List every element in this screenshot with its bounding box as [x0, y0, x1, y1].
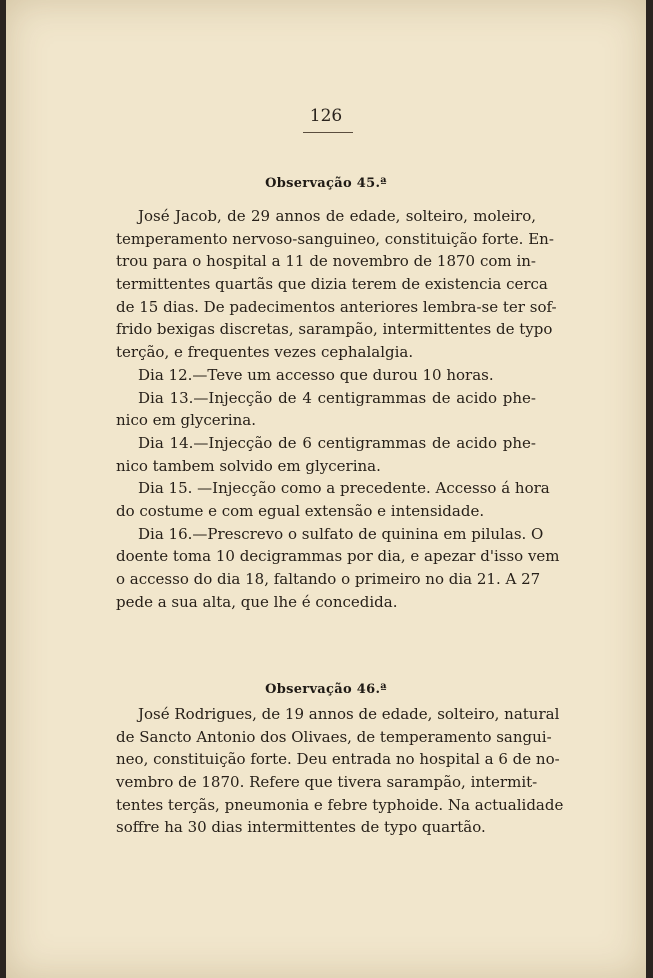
page-number-rule: [303, 132, 353, 133]
text-line: do costume e com egual extensão e intensidade.: [116, 501, 485, 520]
text-line: o accesso do dia 18, faltando o primeiro no dia 21. A 27: [116, 570, 541, 588]
text-line: frido bexigas discretas, sarampão, intermittentes de typo: [116, 320, 553, 339]
text-line: nico tambem solvido em glycerina.: [116, 456, 381, 475]
text-line: Dia 13.—Injecção de 4 centigrammas de acido phe-: [138, 388, 536, 407]
text-line: Dia 12.—Teve um accesso que durou 10 horas.: [138, 365, 494, 384]
observation-46-body: [116, 703, 564, 839]
text-line: terção, e frequentes vezes cephalalgia.: [116, 343, 414, 362]
text-line: pede a sua alta, que lhe é concedida.: [116, 592, 398, 611]
text-line: soffre ha 30 dias intermittentes de typo quartão.: [116, 818, 486, 837]
text-line: doente toma 10 decigrammas por dia, e apezar d'isso vem: [116, 547, 560, 566]
text-line: Dia 16.—Prescrevo o sulfato de quinina em pilulas. O: [138, 524, 544, 543]
text-line: de 15 dias. De padecimentos anteriores lembra-se ter sof-: [116, 297, 557, 316]
text-line: José Jacob, de 29 annos de edade, solteiro, moleiro,: [138, 207, 536, 225]
text-line: Dia 15. —Injecção como a precedente. Accesso á hora: [138, 479, 550, 498]
book-page: [6, 0, 646, 978]
text-line: tentes terçãs, pneumonia e febre typhoide. Na actualidade: [116, 795, 564, 814]
text-line: Dia 14.—Injecção de 6 centigrammas de acido phe-: [138, 433, 536, 452]
text-line: nico em glycerina.: [116, 411, 257, 430]
text-line: José Rodrigues, de 19 annos de edade, solteiro, natural: [138, 705, 560, 723]
page-number: 126: [309, 106, 343, 126]
text-line: de Sancto Antonio dos Olivaes, de temperamento sangui-: [116, 727, 552, 746]
text-line: temperamento nervoso-sanguineo, constituição forte. En-: [116, 229, 554, 248]
text-line: neo, constituição forte. Deu entrada no hospital a 6 de no-: [116, 750, 560, 769]
observation-45-body: [116, 205, 560, 613]
observation-46-heading: Observação 46.ª: [265, 682, 387, 697]
observation-45-heading: Observação 45.ª: [265, 176, 387, 191]
text-line: termittentes quartãs que dizia terem de existencia cerca: [116, 275, 548, 294]
text-line: vembro de 1870. Refere que tivera sarampão, intermit-: [116, 773, 538, 792]
text-line: trou para o hospital a 11 de novembro de 1870 com in-: [116, 252, 536, 271]
